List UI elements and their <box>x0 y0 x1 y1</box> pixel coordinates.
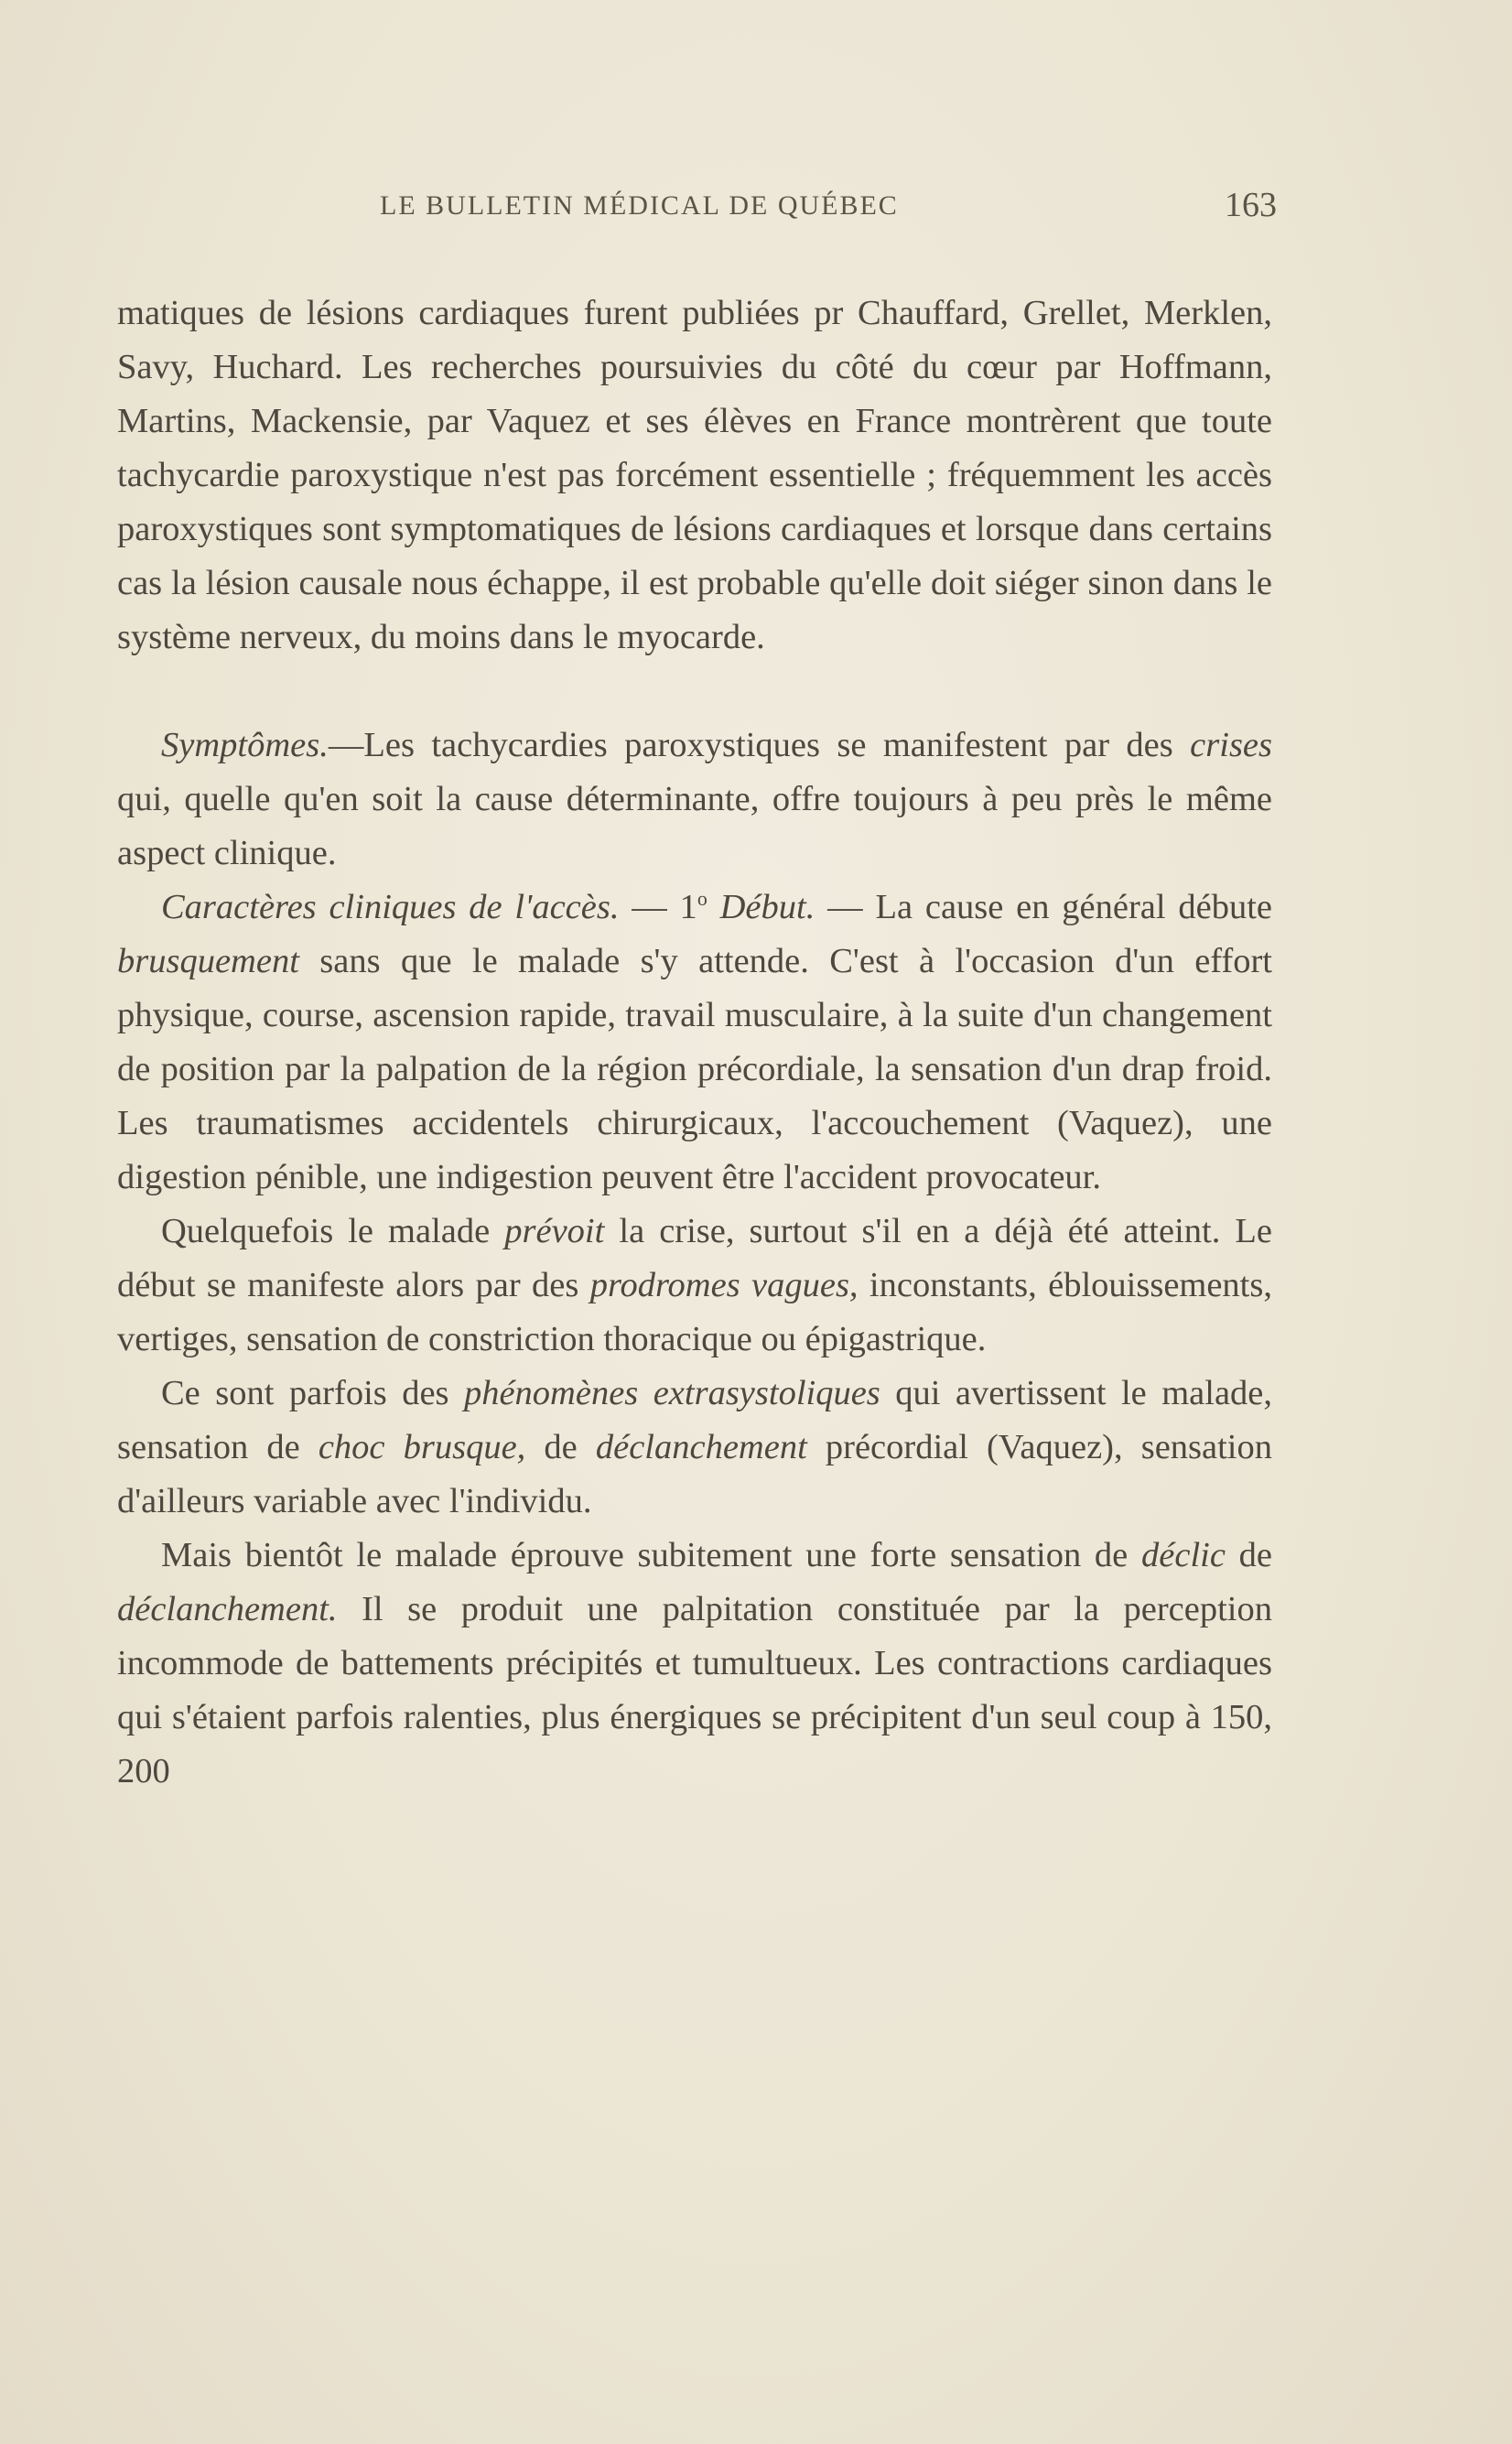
text-run: — 1 <box>619 888 697 926</box>
paragraph <box>117 1367 1272 1529</box>
italic-term: Caractères cliniques de l'accès. <box>161 888 620 926</box>
paragraph <box>117 881 1272 1205</box>
italic-term: phénomènes extrasystoliques <box>463 1374 880 1412</box>
text-run: Quelquefois le malade <box>161 1212 505 1250</box>
page-number: 163 <box>1225 186 1277 224</box>
italic-term: déclanchement. <box>117 1590 338 1628</box>
paragraph <box>117 1205 1272 1367</box>
text-run: de <box>1225 1536 1273 1574</box>
text-run: la crise, surtout s'il en a déjà été atteint. Le début se manifeste alors par des <box>117 1212 1272 1304</box>
italic-term: choc brusque, <box>318 1428 526 1466</box>
running-title: LE BULLETIN MÉDICAL DE QUÉBEC <box>380 190 899 221</box>
text-run: — La cause en général débute <box>815 888 1272 926</box>
text-run: —Les tachycardies paroxystiques se manifestent par des <box>328 726 1191 764</box>
text-run: sans que le malade s'y attende. C'est à l'occasion d'un effort physique, course, ascension rapide, travail musculaire, à la suite d'un changement de position par la palpation de la région précordiale, la sensation d'un drap froid. Les traumatismes accidentels chirurgicaux, l'accouchement (Vaquez), une digestion pénible, une indigestion peuvent être l'accident provocateur. <box>117 942 1272 1196</box>
text-run <box>707 888 720 926</box>
running-header <box>380 186 1277 224</box>
italic-term: prévoit <box>504 1212 605 1250</box>
body-text <box>117 287 1272 1799</box>
paragraph <box>117 287 1272 665</box>
italic-term: crises <box>1190 726 1272 764</box>
text-run: matiques de lésions cardiaques furent publiées pr Chauffard, Grellet, Merklen, Savy, Huchard. Les recherches poursuivies du côté du cœur par Hoffmann, Martins, Mackensie, par Vaquez et ses élèves en France montrèrent que toute tachycardie paroxystique n'est pas forcément essentielle ; fréquemment les accès paroxystiques sont symptomatiques de lésions cardiaques et lorsque dans certains cas la lésion causale nous échappe, il est probable qu'elle doit siéger sinon dans le système nerveux, du moins dans le myocarde. <box>117 294 1272 656</box>
italic-term: déclanchement <box>595 1428 807 1466</box>
text-run: qui, quelle qu'en soit la cause déterminante, offre toujours à peu près le même aspect clinique. <box>117 780 1272 872</box>
text-run: Ce sont parfois des <box>161 1374 464 1412</box>
italic-term: Début. <box>719 888 815 926</box>
italic-term: déclic <box>1141 1536 1226 1574</box>
superscript: o <box>697 887 707 911</box>
text-run: de <box>525 1428 596 1466</box>
paragraph <box>117 1529 1272 1799</box>
italic-term: prodromes vagues, <box>589 1266 859 1304</box>
paragraph <box>117 719 1272 881</box>
text-run: Il se produit une palpitation constituée par la perception incommode de battements précipités et tumultueux. Les contractions cardiaques qui s'étaient parfois ralenties, plus énergiques se précipitent d'un seul coup à 150, 200 <box>117 1590 1272 1790</box>
text-run: précordial (Vaquez), sensation d'ailleurs variable avec l'individu. <box>117 1428 1272 1520</box>
text-run: qui avertissent le malade, sensation de <box>117 1374 1272 1466</box>
text-run: inconstants, éblouissements, vertiges, sensation de constriction thoracique ou épigastrique. <box>117 1266 1272 1358</box>
text-run: Mais bientôt le malade éprouve subitement une forte sensation de <box>161 1536 1142 1574</box>
italic-term: brusquement <box>117 942 299 980</box>
italic-term: Symptômes. <box>161 726 329 764</box>
